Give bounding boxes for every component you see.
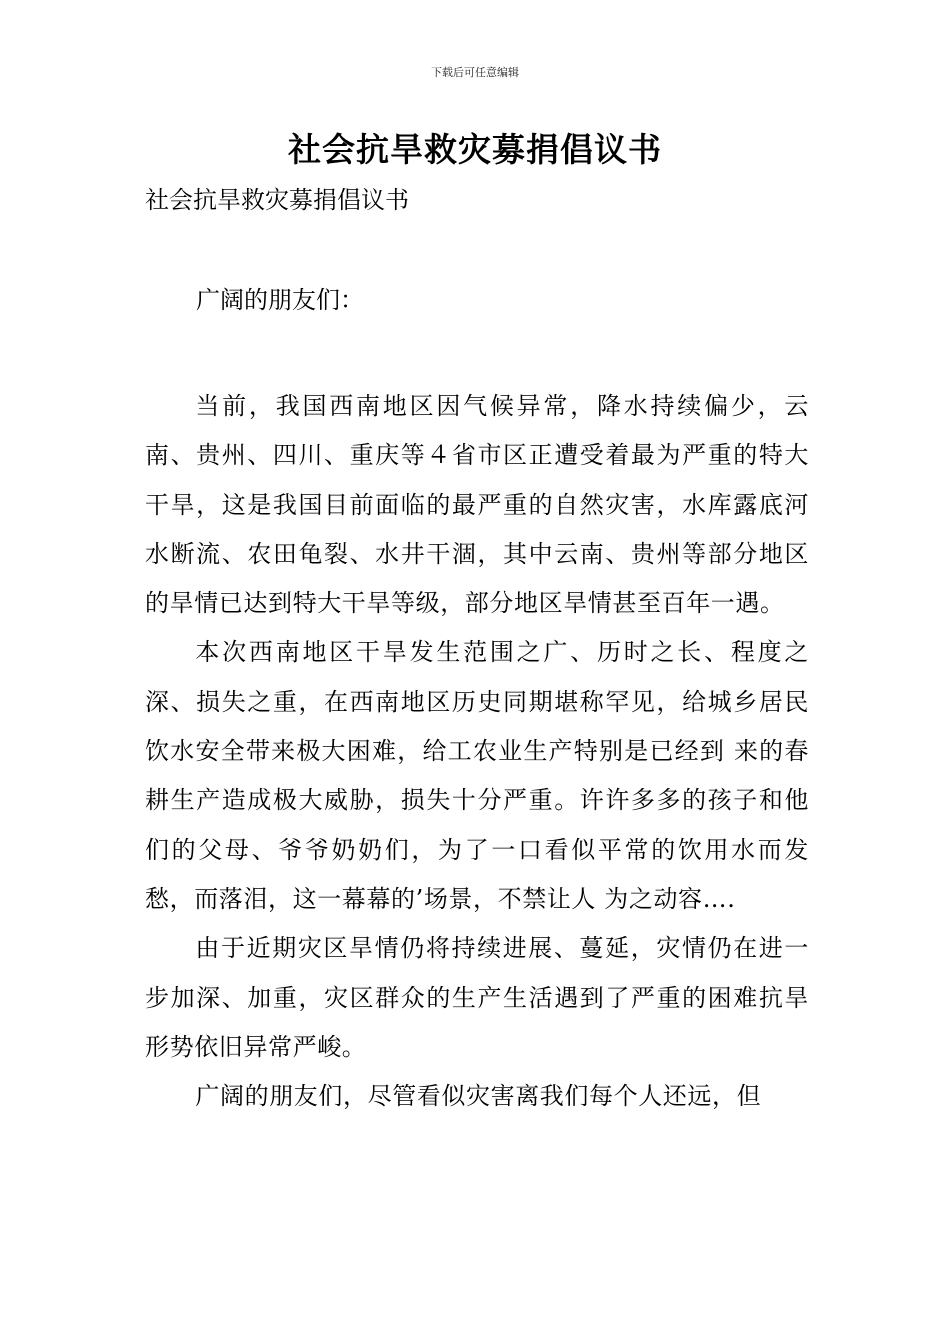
paragraph-4: 广阔的朋友们，尽管看似灾害离我们每个人还远，但 xyxy=(195,1082,762,1111)
paragraph-3: 由于近期灾区旱情仍将持续进展、蔓延，灾情仍在进一步加深、加重，灾区群众的生产生活遇到了严重的困难抗旱形势依旧异常严峻。 xyxy=(145,934,809,1061)
greeting-line: 广阔的朋友们： xyxy=(196,286,364,314)
header-note: 下载后可任意编辑 xyxy=(431,66,519,79)
body-text xyxy=(145,382,809,1121)
paragraph-1: 当前，我国西南地区因气候异常，降水持续偏少，云南、贵州、四川、重庆等４省市区正遭受着最为严重的特大干旱，这是我国目前面临的最严重的自然灾害，水库露底河水断流、农田龟裂、水井干涸，其中云南、贵州等部分地区的旱情已达到特大干旱等级，部分地区旱情甚至百年一遇。 xyxy=(145,392,809,618)
paragraph-2: 本次西南地区干旱发生范围之广、历时之长、程度之深、损失之重，在西南地区历史同期堪称罕见，给城乡居民饮水安全带来极大困难，给工农业生产特别是已经到 来的春耕生产造成极大威胁，损失十分严重。许许多多的孩子和他们的父母、爷爷奶奶们，为了一口看似平常的饮用水而发愁，而落泪，这一幕幕的’场景，不禁让人 为之动容…. xyxy=(145,638,809,913)
document-title: 社会抗旱救灾募捐倡议书 xyxy=(288,130,662,169)
document-subtitle: 社会抗旱救灾募捐倡议书 xyxy=(145,186,409,214)
